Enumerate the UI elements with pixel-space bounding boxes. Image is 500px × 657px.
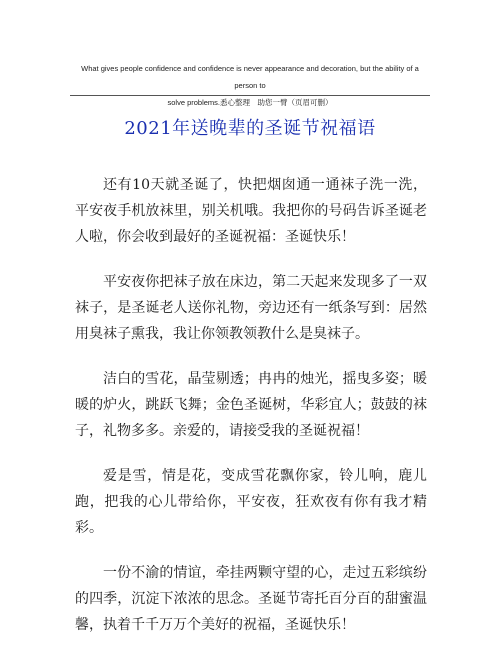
paragraph-4: 爱是雪，情是花，变成雪花飘你家，铃儿响，鹿儿跑，把我的心儿带给你，平安夜，狂欢夜有你有我才精彩。: [75, 468, 427, 536]
document-title: 2021年送晚辈的圣诞节祝福语: [124, 118, 376, 139]
paragraph-1: 还有10天就圣诞了，快把烟囱通一通袜子洗一洗，平安夜手机放袜里，别关机哦。我把你的号码告诉圣诞老人啦，你会收到最好的圣诞祝福：圣诞快乐！: [75, 177, 427, 245]
paragraph-3: 洁白的雪花，晶莹剔透；冉冉的烛光，摇曳多姿；暖暖的炉火，跳跃飞舞；金色圣诞树，华彩宜人；鼓鼓的袜子，礼物多多。亲爱的，请接受我的圣诞祝福！: [75, 371, 427, 439]
header-line-1: What gives people confidence and confidence is never appearance and decoration, but the ability of a person to: [81, 64, 419, 90]
document-body: [75, 172, 427, 657]
header-line-2: solve problems.悉心整理 助您一臂（页眉可删）: [167, 98, 333, 107]
paragraph-2: 平安夜你把袜子放在床边，第二天起来发现多了一双袜子，是圣诞老人送你礼物，旁边还有一纸条写到：居然用臭袜子熏我，我让你领教领教什么是臭袜子。: [75, 274, 427, 342]
header-divider: [70, 95, 430, 96]
page-header: [70, 60, 430, 111]
paragraph-5: 一份不渝的情谊，牵挂两颗守望的心，走过五彩缤纷的四季，沉淀下浓浓的思念。圣诞节寄托百分百的甜蜜温馨，执着千千万万个美好的祝福，圣诞快乐！: [75, 565, 427, 633]
